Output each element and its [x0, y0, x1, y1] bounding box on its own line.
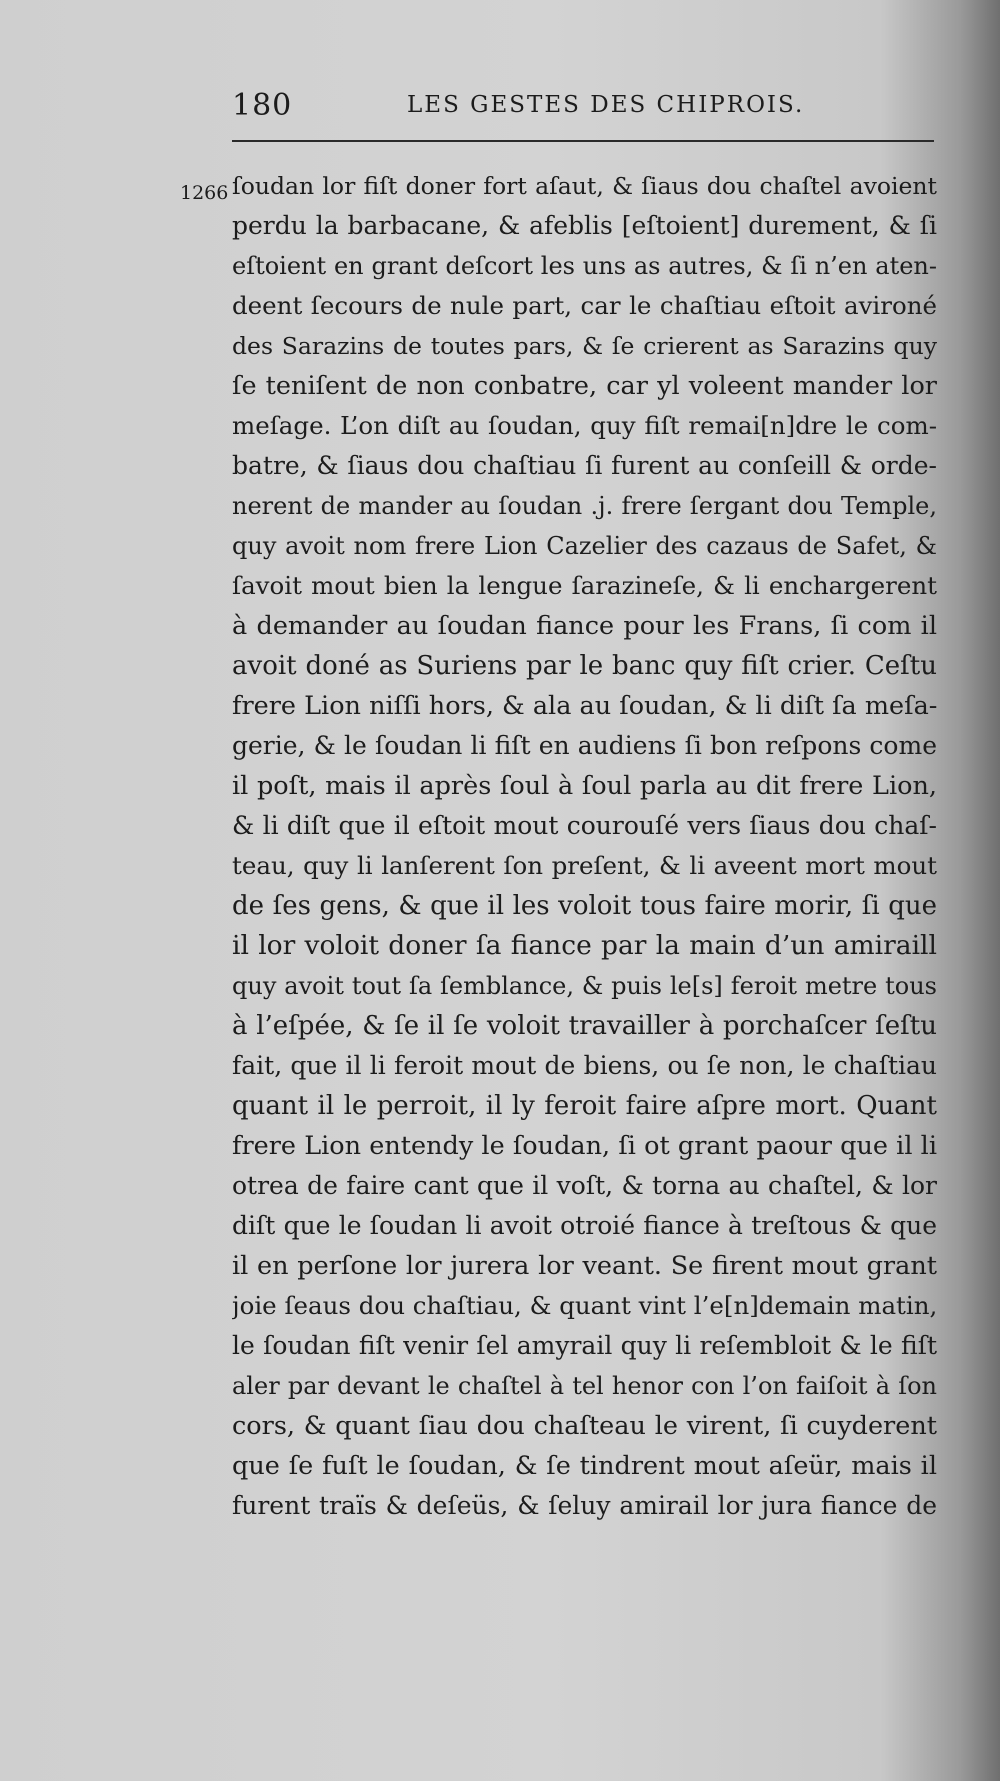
text-line: à l’eſpée, & ſe il ſe voloit travailler à porchaſcer ſeſtu — [232, 1011, 937, 1041]
running-title: LES GESTES DES CHIPROIS. — [407, 92, 805, 118]
text-line: frere Lion entendy le ſoudan, ſi ot grant paour que il li — [232, 1131, 937, 1161]
text-line: il poſt, mais il après ſoul à ſoul parla au dit frere Lion, — [232, 771, 937, 801]
text-line: furent traïs & deſeüs, & ſeluy amirail lor jura fiance de — [232, 1491, 937, 1520]
text-line: quy avoit tout ſa ſemblance, & puis le[s] feroit metre tous — [232, 972, 937, 1000]
text-line: de ſes gens, & que il les voloit tous faire morir, ſi que — [232, 891, 937, 921]
text-line: cors, & quant ſiau dou chaſteau le virent, ſi cuyderent — [232, 1411, 937, 1441]
text-line: aler par devant le chaſtel à tel henor con l’on faiſoit à ſon — [232, 1372, 937, 1400]
text-line: gerie, & le ſoudan li fiſt en audiens ſi bon reſpons come — [232, 731, 937, 760]
text-line: batre, & ſiaus dou chaſtiau ſi furent au conſeill & orde- — [232, 451, 937, 480]
text-line: fait, que il li feroit mout de biens, ou ſe non, le chaſtiau — [232, 1051, 937, 1080]
text-line: le ſoudan fiſt venir ſel amyrail quy li reſembloit & le fiſt — [232, 1331, 937, 1360]
running-head — [232, 88, 932, 128]
text-line: otrea de faire cant que il voſt, & torna au chaſtel, & lor — [232, 1171, 937, 1200]
text-line: teau, quy li lanſerent ſon preſent, & li aveent mort mout — [232, 851, 937, 880]
text-line: ſoudan lor fiſt doner fort aſaut, & ſiaus dou chaſtel avoient — [232, 172, 937, 200]
text-line: eſtoient en grant deſcort les uns as autres, & ſi n’en aten- — [232, 252, 937, 280]
text-line: à demander au ſoudan fiance pour les Frans, ſi com il — [232, 611, 937, 641]
text-line: perdu la barbacane, & afeblis [eſtoient] durement, & ſi — [232, 211, 937, 240]
text-line: quant il le perroit, il ly feroit faire aſpre mort. Quant — [232, 1091, 937, 1121]
text-line: ſavoit mout bien la lengue ſarazineſe, & li enchargerent — [232, 571, 937, 600]
text-line: avoit doné as Suriens par le banc quy fiſt crier. Ceſtu — [232, 651, 937, 681]
text-line: & li diſt que il eſtoit mout courouſé vers ſiaus dou chaſ- — [232, 811, 937, 840]
text-line: nerent de mander au ſoudan .j. frere ſergant dou Temple, — [232, 492, 937, 520]
text-line: que ſe fuſt le ſoudan, & ſe tindrent mout aſeür, mais il — [232, 1451, 937, 1481]
text-line: deent ſecours de nule part, car le chaſtiau eſtoit avironé — [232, 291, 937, 320]
margin-year: 1266 — [180, 182, 229, 204]
text-line: joie ſeaus dou chaſtiau, & quant vint l’e[n]demain matin, — [232, 1291, 937, 1320]
body-text — [232, 166, 937, 1526]
text-line: il lor voloit doner ſa fiance par la main d’un amiraill — [232, 930, 937, 961]
text-line: meſage. L’on diſt au ſoudan, quy fiſt remai[n]dre le com- — [232, 411, 937, 440]
page-number: 180 — [232, 88, 293, 123]
text-line: des Sarazins de toutes pars, & ſe crierent as Sarazins quy — [232, 332, 937, 360]
text-line: il en perſone lor jurera lor veant. Se firent mout grant — [232, 1251, 937, 1281]
text-line: quy avoit nom frere Lion Cazelier des cazaus de Safet, & — [232, 532, 937, 560]
text-line: frere Lion niſſi hors, & ala au ſoudan, & li diſt ſa meſa- — [232, 691, 937, 721]
text-line: diſt que le ſoudan li avoit otroié fiance à treſtous & que — [232, 1211, 937, 1240]
text-line: ſe teniſent de non conbatre, car yl voleent mander lor — [232, 371, 937, 401]
header-rule — [232, 140, 934, 142]
